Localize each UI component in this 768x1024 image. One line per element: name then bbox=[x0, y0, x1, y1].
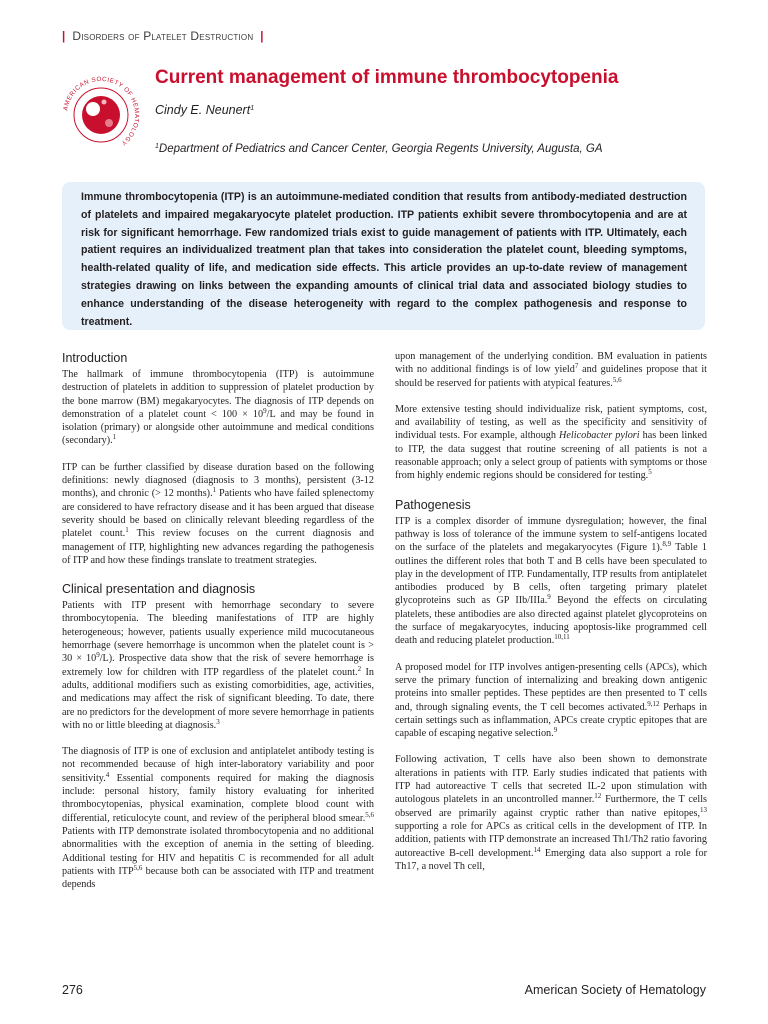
heading-introduction: Introduction bbox=[62, 351, 128, 365]
header-bar-left: | bbox=[62, 31, 66, 43]
paragraph: Following activation, T cells have also been shown to demonstrate alterations in patients with ITP. Early studies indicated that patients with ITP had autoreactive T cells that secreted IL-2 upon stimulation with autologous platelets in an uncontrolled manner.$^{12}$ Furthermore, the T cells observed are primarily against cryptic rather than native epitopes,$^{13}$ supporting a role for APCs as critical cells in the development of ITP. In addition, patients with ITP demonstrate an increased Th1/Th2 ratio favoring autoreactive B-cell development.$^{14}$ Emerging data also support a role for Th17, a novel Th cell, bbox=[395, 754, 707, 872]
ash-logo-icon bbox=[58, 72, 144, 158]
logo-ring-text: AMERICAN SOCIETY OF HEMATOLOGY bbox=[62, 75, 141, 147]
journal-name: American Society of Hematology bbox=[524, 983, 706, 997]
left-column bbox=[62, 350, 374, 960]
running-header bbox=[62, 29, 264, 45]
paragraph: upon management of the underlying condition. BM evaluation in patients with no additional findings is of low yield$^7$ and guidelines propose that it should be reserved for patients with atypical features.$^{5,6}$ bbox=[395, 351, 707, 389]
paragraph: Patients with ITP present with hemorrhage secondary to severe thrombocytopenia. The bleeding manifestations of ITP are highly heterogeneous; however, patients usually experience mild mucocutaneous hemorrhage (severe hemorrhage is uncommon when the platelet count is > $30 \times 10^9/L$). Prospective data show that the risk of severe hemorrhage is extremely low for children with ITP regardless of the platelet count.$^2$ In adults, additional modifiers such as existing comorbidities, age, activities, and medications may affect the risk of significant bleeding. To date, there are no predictors for the development of more severe hemorrhage in patients with no or little bleeding at diagnosis.$^3$ bbox=[62, 600, 374, 731]
article-title: Current management of immune thrombocytopenia bbox=[155, 67, 619, 88]
paragraph: The diagnosis of ITP is one of exclusion and antiplatelet antibody testing is not recommended because of high inter-laboratory variability and poor sensitivity.$^4$ Essential components required for making the diagnosis include: personal history, family history evaluating for inherited thrombocytopenias, physical examination, complete blood count with differential, reticulocyte count, and review of the peripheral blood smear.$^{5,6}$ Patients with ITP demonstrate isolated thrombocytopenia and no additional abnormalities with the exception of anemia in the setting of bleeding. Additional testing for HIV and hepatitis C is recommended for all adult patients with ITP$^{5,6}$ because both can be associated with ITP and treatment depends bbox=[62, 746, 374, 891]
header-bar-right: | bbox=[260, 31, 264, 43]
right-column bbox=[395, 350, 707, 960]
paragraph: The hallmark of immune thrombocytopenia (ITP) is autoimmune destruction of platelets in addition to suppression of platelet production by the bone marrow (BM) megakaryocytes. The diagnosis of ITP depends on demonstration of a platelet count < $100 \times 10^9/L$ and may be found in isolation (primary) or alongside other autoimmune and medical conditions (secondary).$^1$ bbox=[62, 369, 374, 447]
abstract-box bbox=[62, 182, 705, 330]
abstract-text: Immune thrombocytopenia (ITP) is an autoimmune-mediated condition that results from antibody-mediated destruction of platelets and impaired megakaryocyte platelet production. ITP patients exhibit severe thrombocytopenia and are at risk for significant hemorrhage. Few randomized trials exist to guide management of patients with ITP. Ultimately, each patient requires an individualized treatment plan that takes into consideration the platelet count, bleeding symptoms, health-related quality of life, and medication side effects. This article provides an up-to-date review of management strategies drawing on links between the expanding amounts of clinical trial data and associated biology studies to enhance understanding of the disease heterogeneity with regard to the complex pathogenesis and response to treatment. bbox=[81, 191, 687, 328]
paragraph: A proposed model for ITP involves antigen-presenting cells (APCs), which serve the primary function of internalizing and breaking down antigenic proteins into smaller peptides. These peptides are then presented to T cells and, through signaling events, the T cell becomes activated.$^{9,12}$ Perhaps in certain settings such as inflammation, APCs create cryptic epitopes that are capable of escaping negative selection.$^9$ bbox=[395, 661, 707, 740]
heading-clinical-presentation: Clinical presentation and diagnosis bbox=[62, 582, 256, 597]
ash-logo bbox=[58, 72, 144, 158]
page-number: 276 bbox=[62, 983, 83, 997]
paragraph: ITP can be further classified by disease duration based on the following definitions: newly diagnosed (diagnosis to 3 months), persistent (3-12 months), and chronic (> 12 months).$^1$ Patients who have failed splenectomy are considered to have refractory disease and it has been argued that disease severity should be based on clinically relevant bleeding regardless of the platelet count.$^1$ This review focuses on the current diagnosis and management of ITP, highlighting new advances regarding the pathogenesis of ITP and how these findings translate to treatment strategies. bbox=[62, 461, 374, 566]
paragraph: More extensive testing should individualize risk, patient symptoms, cost, and availability of testing, as well as the specificity and sensitivity of individual tests. For example, although Helicobacter pylori has been linked to ITP, the data suggest that routine screening of all patients is not a reasonable approach; only a select group of patients with symptoms or those from highly endemic regions should be considered for testing.$^5$ bbox=[395, 403, 707, 482]
heading-pathogenesis: Pathogenesis bbox=[395, 497, 471, 512]
paragraph: ITP is a complex disorder of immune dysregulation; however, the final pathway is loss of tolerance of the immune system to self-antigens located on the surface of the platelets and megakaryocytes (Figure 1).$^{8,9}$ Table 1 outlines the different roles that both T and B cells have been speculated to play in the development of ITP. Fundamentally, ITP results from antiplatelet antibodies produced by B cells, often targeting primary platelet glycoproteins such as GP IIb/IIIa.$^9$ Beyond the effects on circulating platelets, these antibodies are also directed against platelet glycoproteins on the surface of megakaryocytes, inducing apoptosis-like programmed cell death and reducing platelet production.$^{10,11}$ bbox=[395, 515, 707, 647]
affiliation: $^1$Department of Pediatrics and Cancer Center, Georgia Regents University, Augusta, GA bbox=[155, 143, 603, 155]
author: Cindy E. Neunert$^1$ bbox=[155, 103, 255, 117]
section-name: Disorders of Platelet Destruction bbox=[72, 29, 254, 43]
